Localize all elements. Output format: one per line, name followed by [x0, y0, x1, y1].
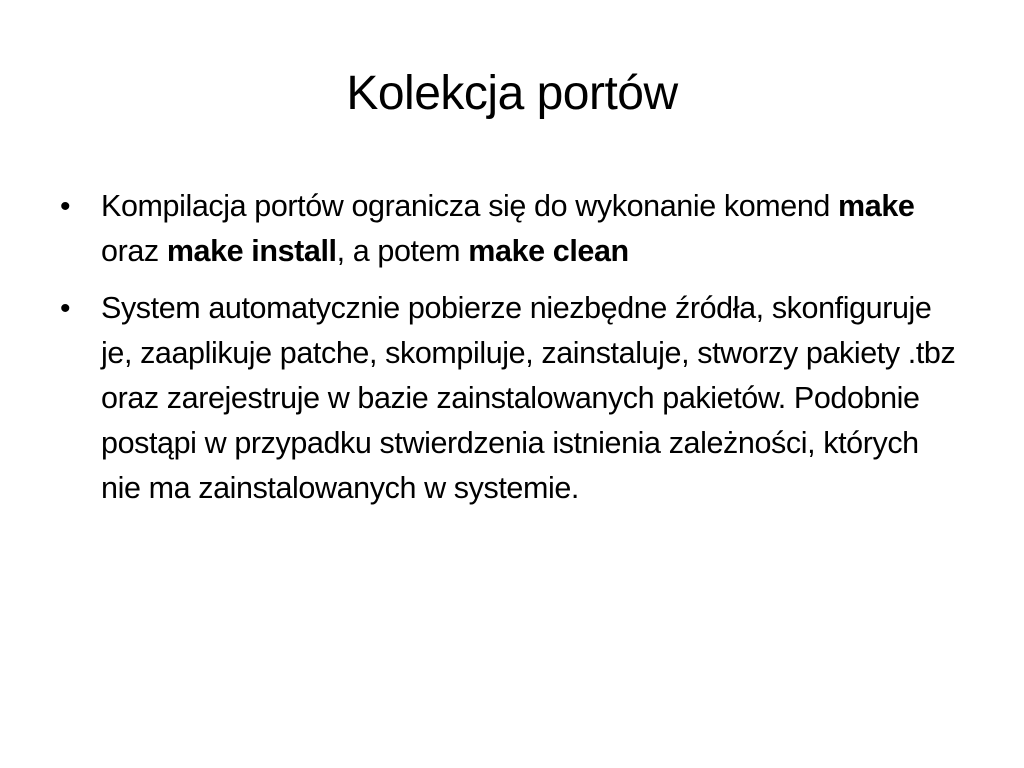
bullet-text-part: oraz [101, 234, 167, 268]
bullet-text-part: Kompilacja portów ogranicza się do wykonanie komend [101, 189, 839, 223]
bullet-command-make: make [838, 189, 915, 223]
bullet-text [101, 189, 914, 268]
bullet-marker: • [60, 292, 71, 325]
bullet-list [60, 184, 960, 523]
bullet-text: System automatycznie pobierze niezbędne źródła, skonfiguruje je, zaaplikuje patche, skompiluje, zainstaluje, stworzy pakiety .tbz oraz zarejestruje w bazie zainstalowanych pakietów. Podobnie postąpi w przypadku stwierdzenia istnienia zależności, których nie ma zainstalowanych w systemie. [101, 291, 956, 505]
bullet-command-make-install: make install [166, 234, 337, 268]
bullet-text-part: , a potem [336, 234, 469, 268]
bullet-marker: • [60, 190, 71, 223]
bullet-item [60, 286, 960, 511]
slide-title: Kolekcja portów [346, 67, 678, 120]
bullet-command-make-clean: make clean [468, 234, 629, 268]
bullet-item [60, 184, 960, 274]
